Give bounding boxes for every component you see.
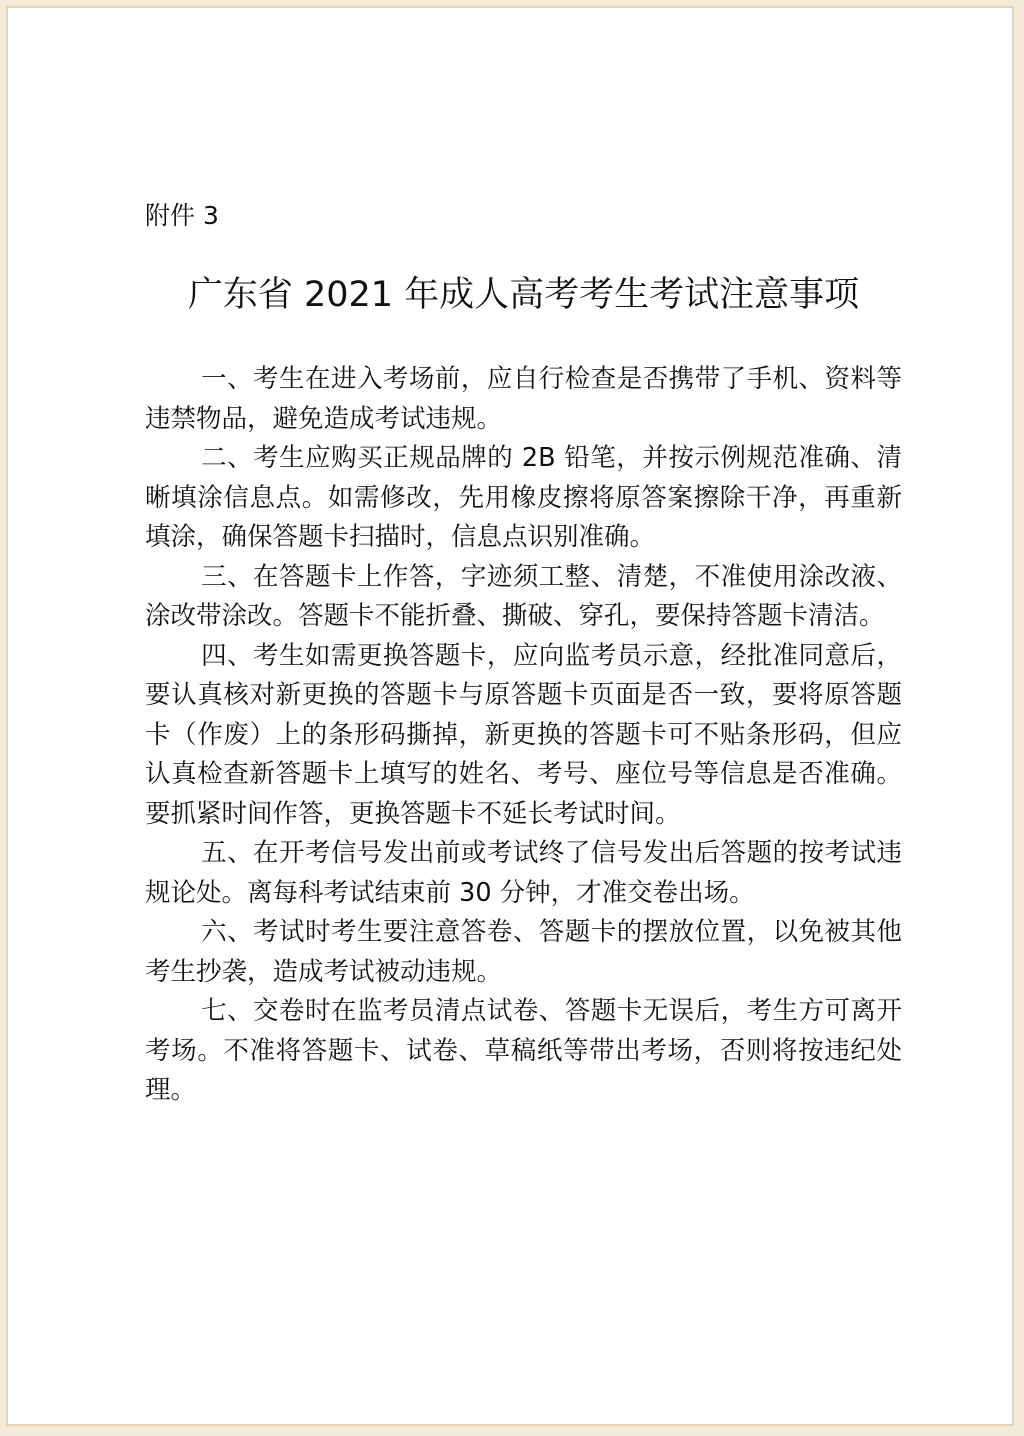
paragraph-6: 六、考试时考生要注意答卷、答题卡的摆放位置，以免被其他考生抄袭，造成考试被动违规。 xyxy=(145,917,902,987)
paragraph-4: 四、考生如需更换答题卡，应向监考员示意，经批准同意后，要认真核对新更换的答题卡与原答题卡页面是否一致，要将原答题卡（作废）上的条形码撕掉，新更换的答题卡可不贴条形码，但应认真检查新答题卡上填写的姓名、考号、座位号等信息是否准确。要抓紧时间作答，更换答题卡不延长考试时间。 xyxy=(145,640,902,829)
document-page xyxy=(6,6,1014,1426)
paragraph-3: 三、在答题卡上作答，字迹须工整、清楚，不准使用涂改液、涂改带涂改。答题卡不能折叠、撕破、穿孔，要保持答题卡清洁。 xyxy=(145,561,902,631)
document-body xyxy=(145,360,902,1111)
paragraph-2: 二、考生应购买正规品牌的 2B 铅笔，并按示例规范准确、清晰填涂信息点。如需修改，先用橡皮擦将原答案擦除干净，再重新填涂，确保答题卡扫描时，信息点识别准确。 xyxy=(145,443,902,552)
paragraph-1: 一、考生在进入考场前，应自行检查是否携带了手机、资料等违禁物品，避免造成考试违规。 xyxy=(145,364,902,434)
attachment-label: 附件 3 xyxy=(145,201,219,230)
paragraph-7: 七、交卷时在监考员清点试卷、答题卡无误后，考生方可离开考场。不准将答题卡、试卷、草稿纸等带出考场，否则将按违纪处理。 xyxy=(145,996,902,1105)
page-title: 广东省 2021 年成人高考考生考试注意事项 xyxy=(187,275,860,315)
paragraph-5: 五、在开考信号发出前或考试终了信号发出后答题的按考试违规论处。离每科考试结束前 30 分钟，才准交卷出场。 xyxy=(145,838,902,908)
